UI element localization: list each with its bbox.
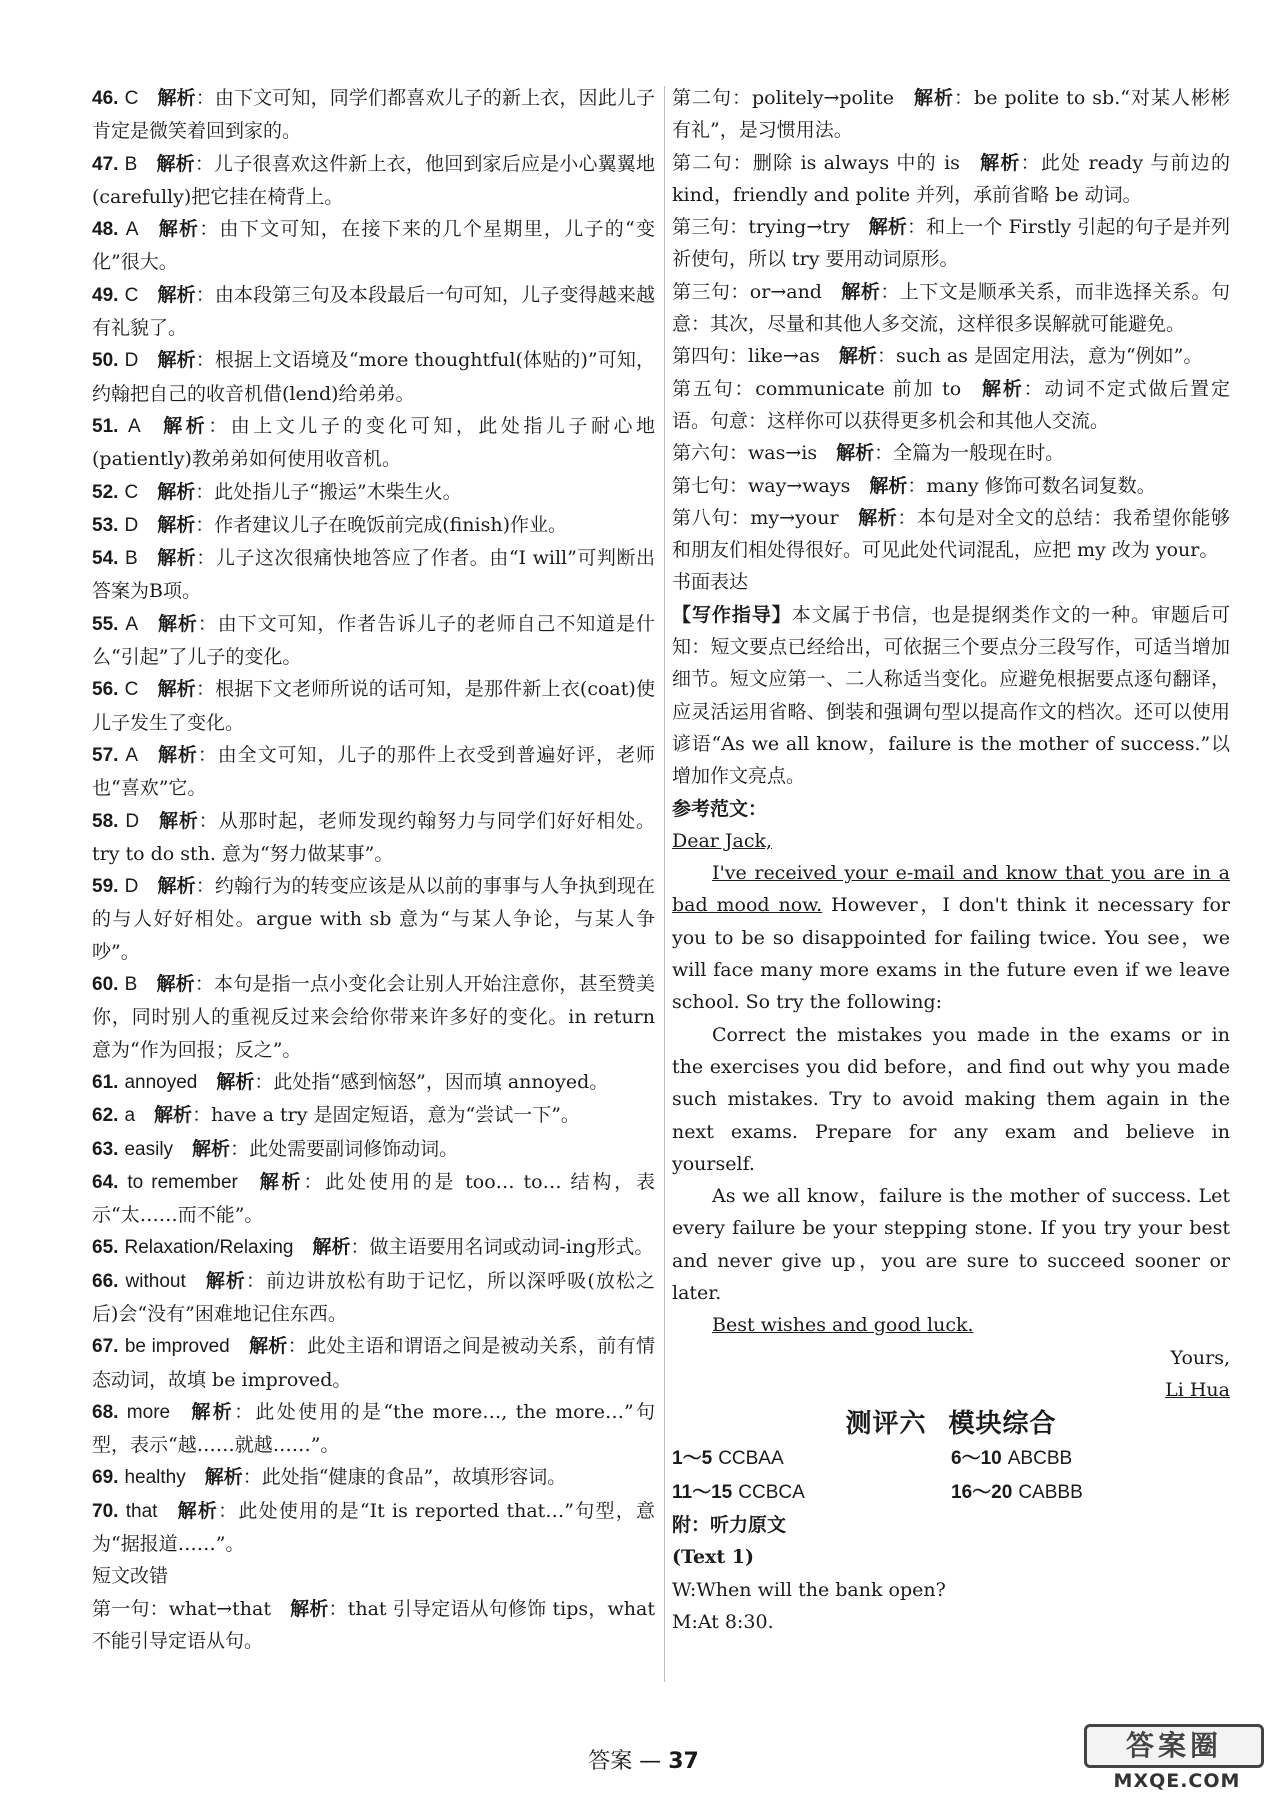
- item-answer: C: [124, 284, 139, 306]
- item-number: 46.: [92, 88, 119, 109]
- item-number: 62.: [92, 1105, 119, 1127]
- analysis-text: ：前边讲放松有助于记忆，所以深呼吸(放松之后)会“没有”困难地记住东西。: [92, 1269, 655, 1325]
- analysis-label: 解析: [156, 973, 195, 996]
- correction-item: [672, 437, 1230, 469]
- analysis-label: 解析: [838, 345, 877, 368]
- answer-item: [92, 968, 655, 1066]
- item-answer: D: [124, 514, 139, 536]
- column-divider: [664, 86, 665, 1682]
- item-answer: more: [126, 1401, 171, 1423]
- correction-item: [672, 502, 1230, 567]
- item-answer: that: [125, 1500, 158, 1522]
- analysis-label: 解析: [154, 1104, 193, 1127]
- correction-head: 第二句：删除 is always 中的 is: [672, 151, 960, 174]
- analysis-label: 解析: [157, 283, 196, 306]
- test-title-number: 测评六: [845, 1409, 927, 1440]
- correction-head: 第三句：or→and: [672, 280, 822, 303]
- letter-signer: Li Hua: [1165, 1378, 1230, 1401]
- item-answer: annoyed: [124, 1071, 198, 1093]
- analysis-text: ：此处需要副词修饰动词。: [230, 1137, 459, 1160]
- watermark-logo: 答案圈: [1084, 1724, 1264, 1768]
- correction-item: [672, 373, 1230, 438]
- analysis-label: 解析: [157, 218, 200, 241]
- listening-text-label: (Text 1): [672, 1546, 754, 1569]
- answer-item: [92, 870, 655, 968]
- answer-item: [92, 1461, 655, 1494]
- item-number: 57.: [92, 744, 119, 766]
- item-answer: A: [125, 744, 139, 766]
- answer-item: [92, 410, 655, 476]
- letter-closing: Best wishes and good luck.: [712, 1314, 974, 1337]
- item-number: 47.: [92, 153, 119, 175]
- listening-line-2: M:At 8:30.: [672, 1610, 774, 1633]
- analysis-label: 解析: [204, 1466, 243, 1489]
- item-answer: A: [125, 219, 139, 241]
- analysis-label: 解析: [157, 480, 196, 503]
- item-number: 68.: [92, 1401, 119, 1423]
- analysis-label: 解析: [158, 809, 199, 832]
- sample-essay-label: 参考范文：: [672, 797, 768, 820]
- item-number: 60.: [92, 974, 119, 996]
- answer-item: [92, 279, 655, 345]
- analysis-text: ：由全文可知，儿子的那件上衣受到普遍好评，老师也“喜欢”它。: [92, 743, 655, 800]
- analysis-text: ：此处使用的是 too… to… 结构，表示“太……而不能”。: [92, 1170, 655, 1227]
- item-answer: C: [124, 679, 139, 701]
- answer-key-grid: [672, 1442, 1230, 1509]
- letter-paragraph-2: Correct the mistakes you made in the exams or in the exercises you did before，and find out why you made such mistakes. Try to avoid making them again in the next exams. Prepare for any exam and believe in yourself.: [672, 1023, 1230, 1175]
- letter-paragraph-1: [672, 857, 1230, 1018]
- correction-head: 第八句：my→your: [672, 506, 839, 529]
- analysis-label: 解析: [192, 1137, 231, 1160]
- analysis-text: ：由下文可知，同学们都喜欢儿子的新上衣，因此儿子肯定是微笑着回到家的。: [92, 87, 655, 143]
- correction-item: [672, 470, 1230, 502]
- item-answer: D: [124, 350, 139, 372]
- analysis-label: 解析: [176, 1499, 219, 1522]
- item-number: 63.: [92, 1138, 119, 1160]
- writing-guide: [672, 599, 1230, 793]
- item-answer: without: [125, 1270, 186, 1292]
- item-answer: be improved: [124, 1336, 230, 1358]
- analysis-label: 解析: [157, 678, 196, 701]
- analysis-text: ：此处 ready 与前边的 kind，friendly and polite 并列，承前省略 be 动词。: [672, 151, 1230, 206]
- item-number: 70.: [92, 1500, 119, 1522]
- item-answer: B: [124, 974, 138, 996]
- analysis-label: 解析: [980, 377, 1024, 400]
- analysis-label: 解析: [913, 87, 955, 109]
- answer-key-11-15: 11～15 CCBCA: [672, 1481, 805, 1503]
- analysis-label: 解析: [216, 1070, 255, 1093]
- analysis-label: 解析: [204, 1269, 246, 1292]
- correction-item: [92, 1593, 655, 1658]
- letter-topic-sentence: I've received your e-mail and know that you are in a bad mood now.: [672, 862, 1230, 917]
- item-answer: D: [125, 810, 140, 832]
- correction-head: 第四句：like→as: [672, 345, 820, 368]
- correction-head: 第五句：communicate 前加 to: [672, 377, 962, 400]
- analysis-label: 解析: [157, 349, 196, 372]
- item-number: 61.: [92, 1071, 119, 1093]
- answer-item: [92, 1231, 655, 1264]
- answer-item: [92, 1066, 655, 1099]
- analysis-label: 解析: [868, 216, 907, 239]
- left-column: [92, 82, 655, 1657]
- item-number: 58.: [92, 810, 119, 832]
- analysis-label: 解析: [840, 280, 881, 303]
- letter-salutation: Dear Jack,: [672, 829, 773, 852]
- answer-item: [92, 148, 655, 214]
- analysis-text: ：此处指儿子“搬运”木柴生火。: [195, 480, 462, 503]
- item-number: 53.: [92, 514, 119, 536]
- item-answer: healthy: [124, 1467, 186, 1489]
- correction-head: 第七句：way→ways: [672, 474, 851, 497]
- answer-item: [92, 673, 655, 739]
- item-answer: B: [124, 153, 138, 175]
- answer-item: [92, 509, 655, 542]
- answer-item: [92, 82, 655, 148]
- analysis-text: ：从那时起，老师发现约翰努力与同学们好好相处。try to do sth. 意为“努力做某事”。: [92, 809, 655, 865]
- item-answer: Relaxation/Relaxing: [124, 1237, 294, 1259]
- analysis-label: 解析: [156, 152, 195, 175]
- item-number: 48.: [92, 219, 119, 241]
- answer-key-16-20: 16～20 CABBB: [951, 1481, 1083, 1503]
- letter-signature: [672, 1342, 1230, 1407]
- site-watermark: [1084, 1724, 1274, 1792]
- analysis-label: 解析: [159, 414, 209, 437]
- analysis-text: ：上下文是顺承关系，而非选择关系。句意：其次，尽量和其他人多交流，这样很多误解就可能避免。: [672, 280, 1230, 336]
- correction-item: [672, 82, 1230, 147]
- item-answer: C: [124, 88, 139, 109]
- analysis-label: 解析: [156, 547, 197, 570]
- item-number: 56.: [92, 679, 119, 701]
- analysis-label: 解析: [857, 506, 898, 529]
- item-answer: a: [124, 1105, 136, 1127]
- analysis-text: ：此处指“感到恼怒”，因而填 annoyed。: [254, 1070, 609, 1093]
- writing-guide-text: 本文属于书信，也是提纲类作文的一种。审题后可知：短文要点已经给出，可依据三个要点分三段写作，可适当增加细节。短文应第一、二人称适当变化。应避免根据要点逐句翻译，应灵活运用省略、倒装和强调句型以提高作文的档次。还可以使用谚语“As we all know，failure is the mother of success.”以增加作文亮点。: [672, 603, 1230, 788]
- item-answer: B: [125, 548, 138, 570]
- analysis-text: ：由上文儿子的变化可知，此处指儿子耐心地(patiently)教弟弟如何使用收音机。: [92, 414, 655, 471]
- error-correction-continued: [672, 82, 1230, 566]
- analysis-text: ：由下文可知，作者告诉儿子的老师自己不知道是什么“引起”了儿子的变化。: [92, 612, 655, 669]
- item-number: 54.: [92, 548, 119, 570]
- correction-item: [672, 276, 1230, 341]
- item-answer: A: [127, 415, 141, 437]
- analysis-text: ：儿子很喜欢这件新上衣，他回到家后应是小心翼翼地(carefully)把它挂在椅背上。: [92, 152, 655, 208]
- analysis-label: 解析: [157, 87, 196, 109]
- answer-item: [92, 1330, 655, 1396]
- analysis-text: ：此处使用的是“the more…, the more…”句型，表示“越……就越……”。: [92, 1400, 655, 1457]
- letter-paragraph-1-rest: However，I don't think it necessary for you to be so disappointed for failing twice. You see，we will face many more exams in the future even if we leave school. So try the following:: [672, 894, 1230, 1014]
- item-number: 64.: [92, 1171, 119, 1193]
- analysis-label: 解析: [869, 474, 908, 497]
- analysis-label: 解析: [836, 442, 875, 465]
- letter-paragraph-3: As we all know，failure is the mother of success. Let every failure be your stepping stone. If you try your best and never give up，you are sure to succeed sooner or later.: [672, 1185, 1230, 1304]
- error-correction-heading: 短文改错: [92, 1565, 169, 1588]
- analysis-text: ：全篇为一般现在时。: [874, 442, 1065, 465]
- correction-item: [672, 211, 1230, 276]
- writing-guide-label: 【写作指导】: [672, 603, 792, 626]
- analysis-text: ：such as 是固定用法，意为“例如”。: [876, 345, 1203, 368]
- analysis-text: ：和上一个 Firstly 引起的句子是并列祈使句，所以 try 要用动词原形。: [672, 216, 1230, 271]
- analysis-label: 解析: [256, 1170, 304, 1193]
- watermark-url: MXQE.COM: [1113, 1770, 1241, 1792]
- analysis-text: ：that 引导定语从句修饰 tips，what 不能引导定语从句。: [92, 1597, 655, 1652]
- analysis-label: 解析: [157, 743, 198, 766]
- analysis-text: ：be polite to sb.“对某人彬彬有礼”，是习惯用法。: [672, 87, 1230, 142]
- item-answer: D: [124, 876, 139, 898]
- analysis-text: ：儿子这次很痛快地答应了作者。由“I will”可判断出答案为B项。: [92, 547, 655, 603]
- analysis-label: 解析: [978, 151, 1021, 174]
- correction-item: [672, 147, 1230, 212]
- analysis-text: ：many 修饰可数名词复数。: [907, 474, 1156, 497]
- item-answer: A: [125, 613, 139, 635]
- correction-head: 第六句：was→is: [672, 442, 818, 465]
- answer-item: [92, 542, 655, 608]
- analysis-text: ：have a try 是固定短语，意为“尝试一下”。: [192, 1104, 580, 1127]
- answer-item: [92, 213, 655, 279]
- test-title-name: 模块综合: [948, 1409, 1057, 1440]
- analysis-label: 解析: [157, 513, 196, 536]
- answer-item: [92, 1495, 655, 1561]
- answer-item: [92, 608, 655, 674]
- item-number: 51.: [92, 415, 119, 437]
- analysis-text: ：本句是对全文的总结：我希望你能够和朋友们相处得很好。可见此处代词混乱，应把 my 改为 your。: [672, 506, 1230, 562]
- page-number: 37: [668, 1749, 699, 1774]
- writing-heading: 书面表达: [672, 571, 749, 594]
- analysis-label: 解析: [157, 875, 196, 898]
- item-number: 52.: [92, 481, 119, 503]
- answer-item: [92, 476, 655, 509]
- analysis-text: ：此处指“健康的食品”，故填形容词。: [242, 1466, 567, 1489]
- answer-item: [92, 1166, 655, 1232]
- answer-item: [92, 1133, 655, 1166]
- analysis-text: ：由本段第三句及本段最后一句可知，儿子变得越来越有礼貌了。: [92, 283, 655, 340]
- item-number: 67.: [92, 1336, 119, 1358]
- item-number: 69.: [92, 1467, 119, 1489]
- answer-item: [92, 805, 655, 871]
- answer-item: [92, 344, 655, 410]
- analysis-label: 解析: [189, 1400, 235, 1423]
- test-six-title: [672, 1408, 1230, 1440]
- analysis-label: 解析: [157, 612, 198, 635]
- analysis-text: ：根据下文老师所说的话可知，是那件新上衣(coat)使儿子发生了变化。: [92, 678, 655, 734]
- listening-line-1: W:When will the bank open?: [672, 1578, 946, 1601]
- footer-label: 答案 —: [588, 1749, 662, 1774]
- answer-item: [92, 1396, 655, 1462]
- item-number: 66.: [92, 1270, 119, 1292]
- item-number: 50.: [92, 350, 119, 372]
- answer-item: [92, 739, 655, 805]
- answer-key-1-5: 1～5 CCBAA: [672, 1448, 784, 1470]
- analysis-text: ：约翰行为的转变应该是从以前的事事与人争执到现在的与人好好相处。argue with sb 意为“与某人争论，与某人争吵”。: [92, 875, 655, 963]
- sample-letter: [672, 825, 1230, 1406]
- correction-head: 第二句：politely→polite: [672, 87, 895, 109]
- analysis-text: ：此处主语和谓语之间是被动关系，前有情态动词，故填 be improved。: [92, 1335, 655, 1391]
- correction-head: 第三句：trying→try: [672, 216, 850, 239]
- item-number: 65.: [92, 1237, 119, 1259]
- analysis-text: ：此处使用的是“It is reported that…”句型，意为“据报道……”。: [92, 1499, 656, 1556]
- letter-sign-off: Yours,: [1170, 1346, 1230, 1369]
- analysis-label: 解析: [289, 1597, 329, 1620]
- correction-head: 第一句：what→that: [92, 1597, 271, 1620]
- analysis-label: 解析: [248, 1335, 288, 1358]
- item-answer: C: [124, 481, 139, 503]
- analysis-label: 解析: [312, 1236, 351, 1259]
- item-answer: easily: [124, 1138, 174, 1160]
- analysis-text: ：动词不定式做后置定语。句意：这样你可以获得更多机会和其他人交流。: [672, 377, 1230, 432]
- answer-item: [92, 1099, 655, 1132]
- analysis-text: ：根据上文语境及“more thoughtful(体贴的)”可知，约翰把自己的收音机借(lend)给弟弟。: [92, 349, 655, 405]
- analysis-text: ：作者建议儿子在晚饭前完成(finish)作业。: [195, 513, 568, 536]
- item-answer: to remember: [127, 1171, 238, 1193]
- answer-key-6-10: 6～10 ABCBB: [951, 1448, 1073, 1470]
- analysis-text: ：做主语要用名词或动词-ing形式。: [350, 1236, 654, 1259]
- analysis-text: ：由下文可知，在接下来的几个星期里，儿子的“变化”很大。: [92, 218, 655, 274]
- correction-item: [672, 340, 1230, 372]
- right-column: [672, 82, 1230, 1638]
- answer-item: [92, 1265, 655, 1331]
- item-number: 55.: [92, 613, 119, 635]
- listening-appendix-label: 附：听力原文: [672, 1514, 787, 1537]
- item-number: 49.: [92, 284, 119, 306]
- item-number: 59.: [92, 876, 119, 898]
- analysis-text: ：本句是指一点小变化会让别人开始注意你，甚至赞美你，同时别人的重视反过来会给你带来许多好的变化。in return 意为“作为回报；反之”。: [92, 973, 655, 1061]
